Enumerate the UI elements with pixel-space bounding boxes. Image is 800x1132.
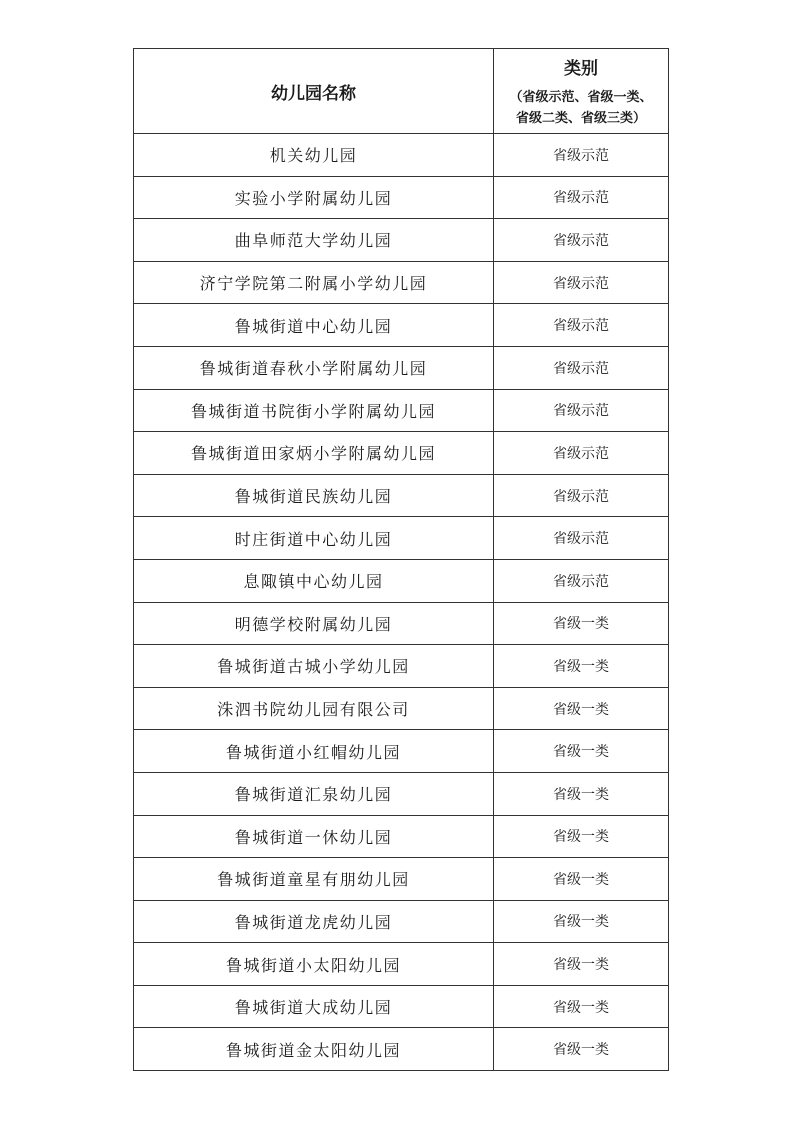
category-cell: 省级一类 (494, 772, 669, 815)
category-cell: 省级一类 (494, 985, 669, 1028)
header-category-note-line2: 省级二类、省级三类） (515, 110, 646, 126)
table-row (134, 432, 669, 475)
kindergarten-name-cell: 鲁城街道中心幼儿园 (134, 304, 494, 347)
table-row (134, 1028, 669, 1071)
table-row (134, 389, 669, 432)
header-category-title: 类别 (564, 58, 598, 79)
kindergarten-name-cell: 鲁城街道小红帽幼儿园 (134, 730, 494, 773)
category-cell: 省级一类 (494, 602, 669, 645)
table-row (134, 559, 669, 602)
kindergarten-name-cell: 鲁城街道大成幼儿园 (134, 985, 494, 1028)
kindergarten-name-cell: 明德学校附属幼儿园 (134, 602, 494, 645)
category-cell: 省级示范 (494, 261, 669, 304)
header-category-cell (494, 49, 669, 134)
table-row (134, 645, 669, 688)
table-body (134, 134, 669, 1071)
table-row (134, 176, 669, 219)
table-row (134, 602, 669, 645)
table-row (134, 985, 669, 1028)
table-row (134, 261, 669, 304)
header-category-note-line1: （省级示范、省级一类、 (509, 89, 653, 105)
category-cell: 省级一类 (494, 730, 669, 773)
category-cell: 省级一类 (494, 1028, 669, 1071)
table-row (134, 517, 669, 560)
table-row (134, 304, 669, 347)
category-cell: 省级一类 (494, 943, 669, 986)
kindergarten-name-cell: 鲁城街道古城小学幼儿园 (134, 645, 494, 688)
kindergarten-name-cell: 鲁城街道龙虎幼儿园 (134, 900, 494, 943)
category-cell: 省级示范 (494, 176, 669, 219)
table-row (134, 474, 669, 517)
table-header-row (134, 49, 669, 134)
kindergarten-name-cell: 息陬镇中心幼儿园 (134, 559, 494, 602)
category-cell: 省级示范 (494, 432, 669, 475)
category-cell: 省级示范 (494, 134, 669, 177)
category-cell: 省级示范 (494, 474, 669, 517)
table-row (134, 730, 669, 773)
category-cell: 省级示范 (494, 346, 669, 389)
kindergarten-name-cell: 鲁城街道一休幼儿园 (134, 815, 494, 858)
kindergarten-name-cell: 鲁城街道金太阳幼儿园 (134, 1028, 494, 1071)
kindergarten-name-cell: 洙泗书院幼儿园有限公司 (134, 687, 494, 730)
kindergarten-name-cell: 鲁城街道民族幼儿园 (134, 474, 494, 517)
category-cell: 省级一类 (494, 900, 669, 943)
kindergarten-table (133, 48, 669, 1071)
kindergarten-name-cell: 鲁城街道汇泉幼儿园 (134, 772, 494, 815)
kindergarten-name-cell: 济宁学院第二附属小学幼儿园 (134, 261, 494, 304)
category-cell: 省级示范 (494, 559, 669, 602)
table-row (134, 687, 669, 730)
category-cell: 省级一类 (494, 645, 669, 688)
kindergarten-name-cell: 鲁城街道童星有朋幼儿园 (134, 858, 494, 901)
table-row (134, 900, 669, 943)
kindergarten-name-cell: 鲁城街道书院街小学附属幼儿园 (134, 389, 494, 432)
header-name-cell: 幼儿园名称 (134, 49, 494, 134)
category-cell: 省级一类 (494, 815, 669, 858)
kindergarten-name-cell: 时庄街道中心幼儿园 (134, 517, 494, 560)
table-row (134, 943, 669, 986)
table-row (134, 772, 669, 815)
category-cell: 省级示范 (494, 219, 669, 262)
kindergarten-name-cell: 鲁城街道田家炳小学附属幼儿园 (134, 432, 494, 475)
kindergarten-name-cell: 曲阜师范大学幼儿园 (134, 219, 494, 262)
category-cell: 省级一类 (494, 858, 669, 901)
table-row (134, 134, 669, 177)
table-row (134, 346, 669, 389)
category-cell: 省级示范 (494, 304, 669, 347)
category-cell: 省级示范 (494, 389, 669, 432)
kindergarten-name-cell: 鲁城街道春秋小学附属幼儿园 (134, 346, 494, 389)
table-row (134, 858, 669, 901)
category-cell: 省级一类 (494, 687, 669, 730)
table-row (134, 219, 669, 262)
kindergarten-name-cell: 实验小学附属幼儿园 (134, 176, 494, 219)
table-row (134, 815, 669, 858)
category-cell: 省级示范 (494, 517, 669, 560)
kindergarten-name-cell: 鲁城街道小太阳幼儿园 (134, 943, 494, 986)
kindergarten-name-cell: 机关幼儿园 (134, 134, 494, 177)
